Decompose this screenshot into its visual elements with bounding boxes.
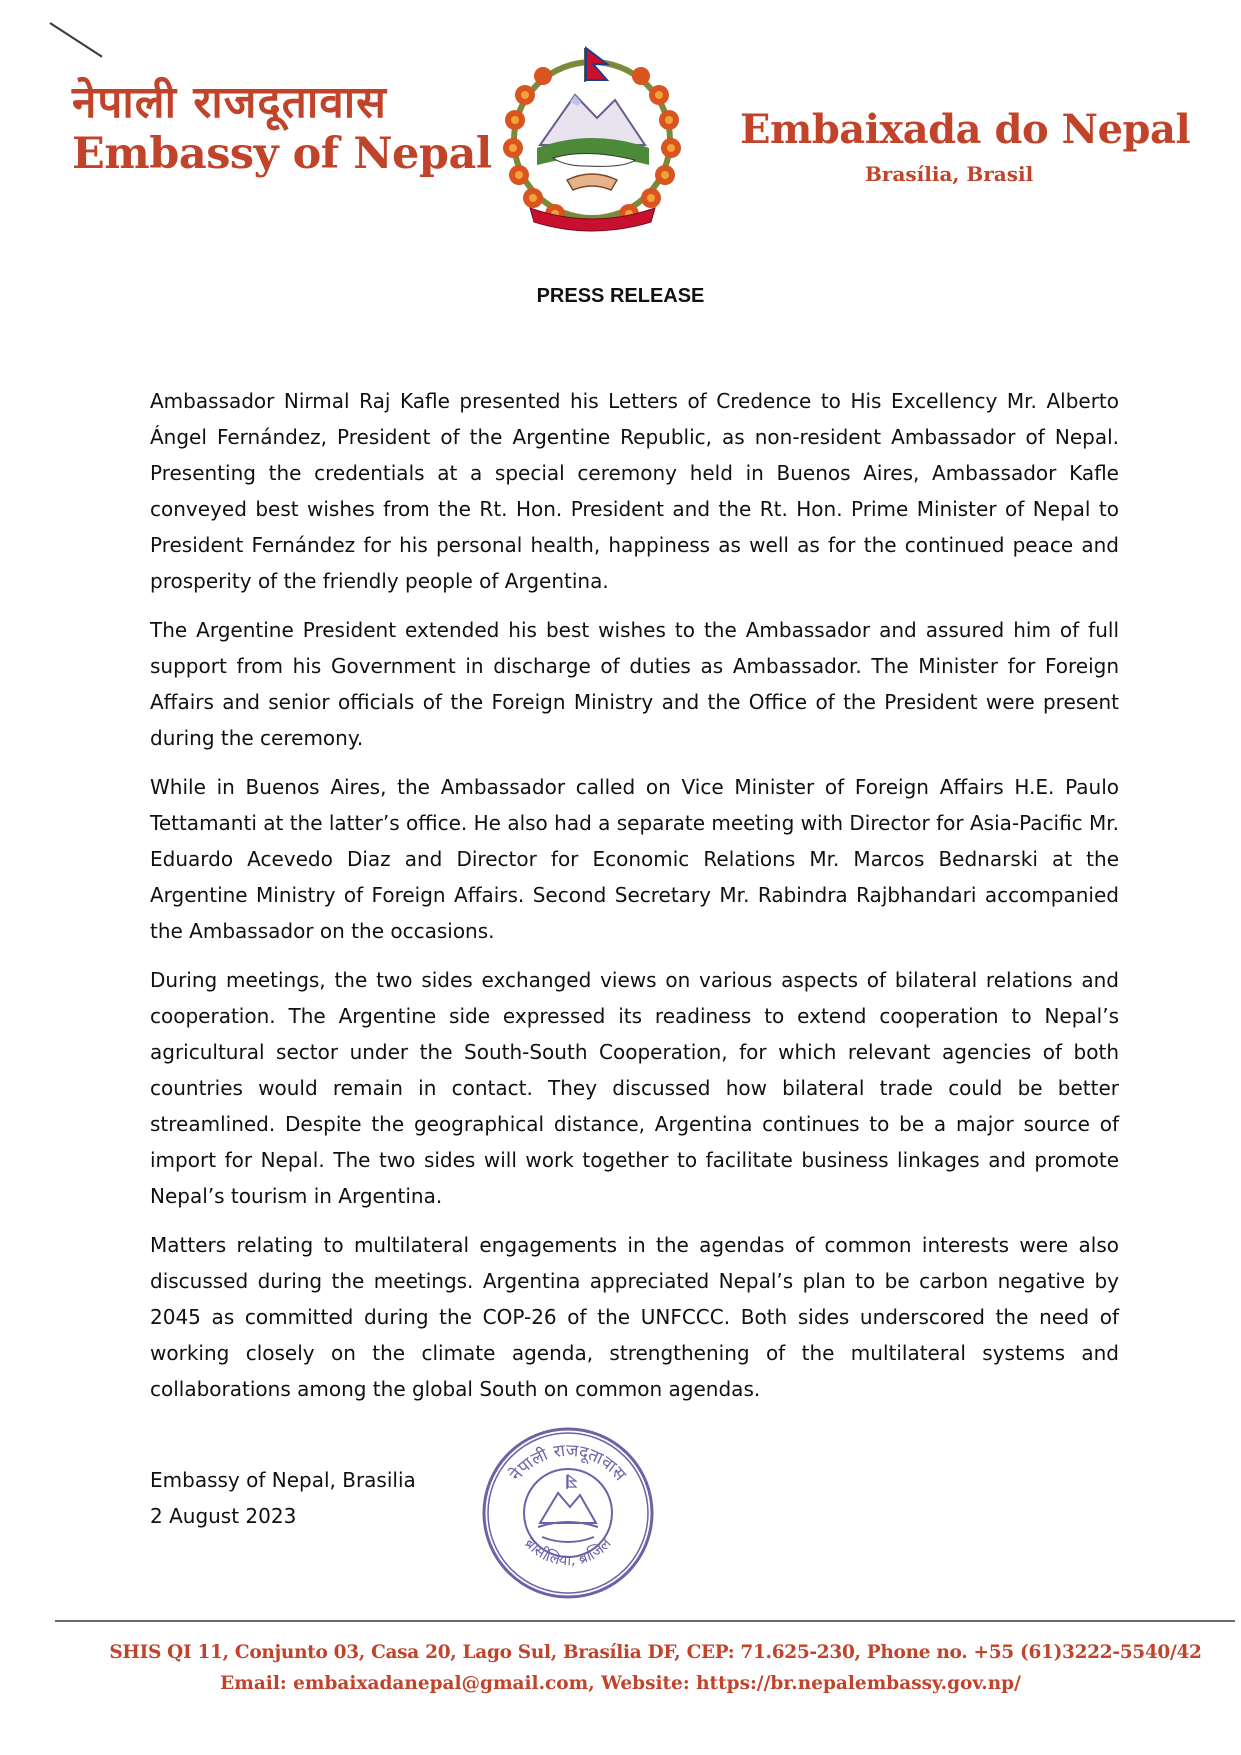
- paragraph: Matters relating to multilateral engagements in the agendas of common interests were also discussed during the meetings. Argentina appreciated Nepal’s plan to be carbon negative by 2045 as committed during the COP-26 of the UNFCCC. Both sides underscored the need of working closely on the climate agenda, strengthening of the multilateral systems and collaborations among the global South on common agendas.: [150, 1233, 1119, 1401]
- seal-bottom-text: ब्रासीलिया, ब्राजिल: [521, 1534, 615, 1570]
- embassy-name-nepali: नेपाली राजदूतावास: [72, 77, 387, 128]
- embassy-city: Brasília, Brasil: [865, 162, 1034, 186]
- footer: [0, 1637, 1241, 1699]
- document-title: PRESS RELEASE: [536, 285, 705, 307]
- footer-address: SHIS QI 11, Conjunto 03, Casa 20, Lago Sul, Brasília DF, CEP: 71.625-230, Phone no. +55 (61)3222-5540/42: [109, 1642, 1202, 1663]
- paragraph: While in Buenos Aires, the Ambassador called on Vice Minister of Foreign Affairs H.E. Paulo Tettamanti at the latter’s office. He also had a separate meeting with Director for Asia-Pacific Mr. Eduardo Acevedo Diaz and Director for Economic Relations Mr. Marcos Bednarski at the Argentine Ministry of Foreign Affairs. Second Secretary Mr. Rabindra Rajbhandari accompanied the Ambassador on the occasions.: [150, 775, 1120, 943]
- paragraph: Ambassador Nirmal Raj Kafle presented his Letters of Credence to His Excellency Mr. Alberto Ángel Fernández, President of the Argentine Republic, as non-resident Ambassador of Nepal. Presenting the credentials at a special ceremony held in Buenos Aires, Ambassador Kafle conveyed best wishes from the Rt. Hon. President and the Rt. Hon. Prime Minister of Nepal to President Fernández for his personal health, happiness as well as for the continued peace and prosperity of the friendly people of Argentina.: [150, 389, 1119, 593]
- press-release-body: [150, 383, 1119, 1420]
- embassy-name-portuguese: Embaixada do Nepal: [740, 106, 1191, 153]
- signoff-place: Embassy of Nepal, Brasilia: [150, 1468, 416, 1492]
- corner-mark: [49, 22, 102, 57]
- footer-contact: Email: embaixadanepal@gmail.com, Website: https://br.nepalembassy.gov.np/: [220, 1673, 1021, 1694]
- signoff-date: 2 August 2023: [150, 1504, 297, 1528]
- paragraph: During meetings, the two sides exchanged views on various aspects of bilateral relations and cooperation. The Argentine side expressed its readiness to extend cooperation to Nepal’s agricultural sector under the South-South Cooperation, for which relevant agencies of both countries would remain in contact. They discussed how bilateral trade could be better streamlined. Despite the geographical distance, Argentina continues to be a major source of import for Nepal. The two sides will work together to facilitate business linkages and promote Nepal’s tourism in Argentina.: [150, 968, 1119, 1208]
- letterhead: [0, 0, 1241, 255]
- seal-top-text: नेपाली राजदूतावास: [506, 1440, 630, 1485]
- paragraph: The Argentine President extended his best wishes to the Ambassador and assured him of full support from his Government in discharge of duties as Ambassador. The Minister for Foreign Affairs and senior officials of the Foreign Ministry and the Office of the President were present during the ceremony.: [150, 618, 1119, 750]
- signoff: [150, 1462, 416, 1534]
- letterhead-right: [740, 106, 1191, 186]
- footer-divider: [55, 1620, 1235, 1622]
- svg-text:ब्रासीलिया, ब्राजिल: [521, 1534, 615, 1570]
- letterhead-left: [72, 77, 492, 180]
- embassy-name-english: Embassy of Nepal: [72, 129, 492, 180]
- embassy-stamp-icon: [478, 1423, 658, 1603]
- nepal-emblem-icon: [485, 40, 700, 240]
